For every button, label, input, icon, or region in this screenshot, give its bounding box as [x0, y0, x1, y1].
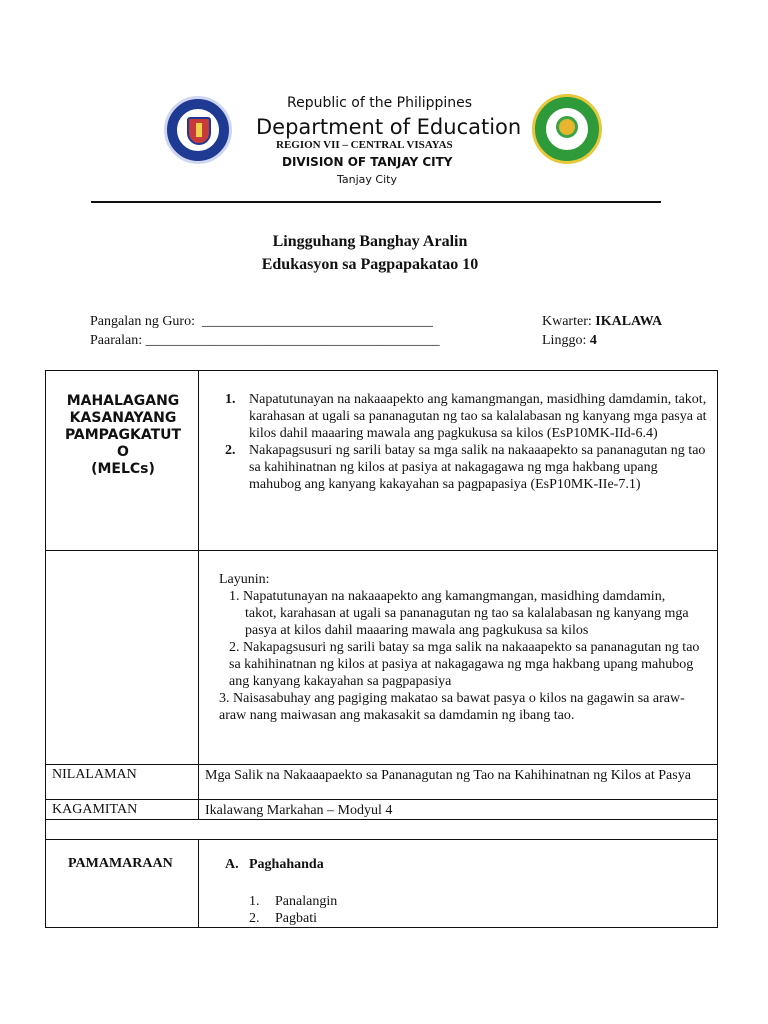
- nilalaman-row: [46, 764, 717, 799]
- division-heading: DIVISION OF TANJAY CITY: [282, 155, 453, 169]
- melcs-item-number: 1.: [225, 392, 236, 407]
- melcs-item-number: 2.: [225, 443, 236, 458]
- melcs-label-line: MAHALAGANG: [66, 393, 180, 409]
- content-label: NILALAMAN: [46, 765, 199, 799]
- objectives-label: Layunin:: [219, 572, 270, 587]
- objective-item-first-line: 1. Napatutunayan na nakaaapekto ang kamangmangan, masidhing damdamin,: [229, 589, 666, 604]
- objectives-block: [199, 551, 717, 740]
- teacher-name-label: Pangalan ng Guro:: [90, 314, 195, 329]
- quarter-line: [542, 314, 662, 330]
- melcs-row: [46, 371, 717, 550]
- document-subject: Edukasyon sa Pagpapakatao 10: [261, 256, 479, 273]
- layunin-label-cell: [46, 551, 199, 764]
- region-heading: REGION VII – CENTRAL VISAYAS: [276, 139, 453, 151]
- melcs-list: [199, 371, 717, 507]
- procedure-step-number: 2.: [249, 911, 260, 926]
- content-text: Mga Salik na Nakaaapaekto sa Pananagutan ng Tao na Kahihinatnan ng Kilos at Pasya: [205, 768, 691, 783]
- procedure-content: [199, 840, 717, 927]
- layunin-content-cell: [199, 551, 717, 764]
- week-line: [542, 333, 597, 349]
- week-label: Linggo:: [542, 333, 587, 348]
- procedure-step-text: Pagbati: [275, 911, 317, 926]
- materials-text: Ikalawang Markahan – Modyul 4: [205, 803, 393, 818]
- objective-item: [219, 588, 711, 639]
- procedure-step: [249, 910, 711, 927]
- procedure-label: PAMAMARAAN: [46, 840, 199, 927]
- republic-heading: Republic of the Philippines: [287, 95, 473, 111]
- procedure-step-number: 1.: [249, 894, 260, 909]
- department-heading: Department of Education: [256, 115, 522, 139]
- melcs-label: [46, 371, 198, 478]
- procedure-step: [249, 893, 711, 910]
- melcs-label-line: PAMPAGKATUT: [64, 427, 182, 443]
- spacer-row: [46, 819, 717, 839]
- quarter-label: Kwarter:: [542, 314, 592, 329]
- lesson-plan-table: [45, 370, 718, 928]
- header-divider: [91, 201, 661, 203]
- melcs-item-text: Nakapagsusuri ng sarili batay sa mga salik na nakaaapekto sa pananagutan ng tao sa kahihinatnan ng kilos at pasiya at nakagagawa ng mga hakbang upang mahubog ang kanyang kakayahan sa pagpapasiya (EsP10MK-IIe-7.1): [249, 443, 706, 492]
- melcs-item: [225, 391, 709, 442]
- kagamitan-row: [46, 799, 717, 819]
- procedure-section-letter: A.: [225, 857, 239, 872]
- materials-label: KAGAMITAN: [46, 800, 199, 819]
- melcs-label-line: (MELCs): [91, 461, 155, 477]
- melcs-item-text: Napatutunayan na nakaaapekto ang kamangmangan, masidhing damdamin, takot, karahasan at ugali sa pananagutan ng tao sa kalalabasan ng kanyang mga pasya at kilos dahil maaaring mawala ang pagkukusa sa kilos (EsP10MK-IId-6.4): [249, 392, 707, 441]
- melcs-label-line: O: [117, 444, 129, 460]
- procedure-section-heading: [225, 856, 711, 873]
- teacher-name-blank: _________________________________: [201, 314, 433, 329]
- procedure-step-text: Panalangin: [275, 894, 338, 909]
- quarter-value: IKALAWA: [595, 314, 663, 329]
- melcs-content-cell: [199, 371, 717, 550]
- procedure-section-title: Paghahanda: [249, 857, 324, 872]
- school-blank: __________________________________________: [145, 333, 440, 348]
- melcs-label-cell: [46, 371, 199, 550]
- school-label: Paaralan:: [90, 333, 143, 348]
- document-title: Lingguhang Banghay Aralin: [272, 233, 468, 250]
- layunin-row: [46, 550, 717, 764]
- teacher-name-line: [90, 314, 433, 330]
- objective-item-rest: takot, karahasan at ugali sa pananagutan ng tao sa kalalabasan ng kanyang mga pasya at kilos dahil maaaring mawala ang pagkukusa sa kilos: [245, 606, 689, 638]
- city-heading: Tanjay City: [337, 173, 397, 186]
- pamamaraan-row: [46, 839, 717, 927]
- procedure-steps: [225, 873, 711, 927]
- school-line: [90, 333, 440, 349]
- spacer-cell: [46, 820, 717, 839]
- deped-seal-logo: [164, 96, 232, 164]
- melcs-item: [225, 442, 709, 493]
- melcs-label-line: KASANAYANG: [69, 410, 177, 426]
- week-value: 4: [589, 333, 597, 348]
- objective-item: 3. Naisasabuhay ang pagiging makatao sa bawat pasya o kilos na gagawin sa araw-araw nang maiwasan ang makasakit sa damdamin ng ibang tao.: [219, 691, 685, 723]
- objective-item: 2. Nakapagsusuri ng sarili batay sa mga salik na nakaaapekto sa pananagutan ng tao sa kahihinatnan ng kilos at pasiya at nakagagawa ng mga hakbang upang mahubog ang kanyang kakayahan sa pagpapasiya: [229, 640, 700, 689]
